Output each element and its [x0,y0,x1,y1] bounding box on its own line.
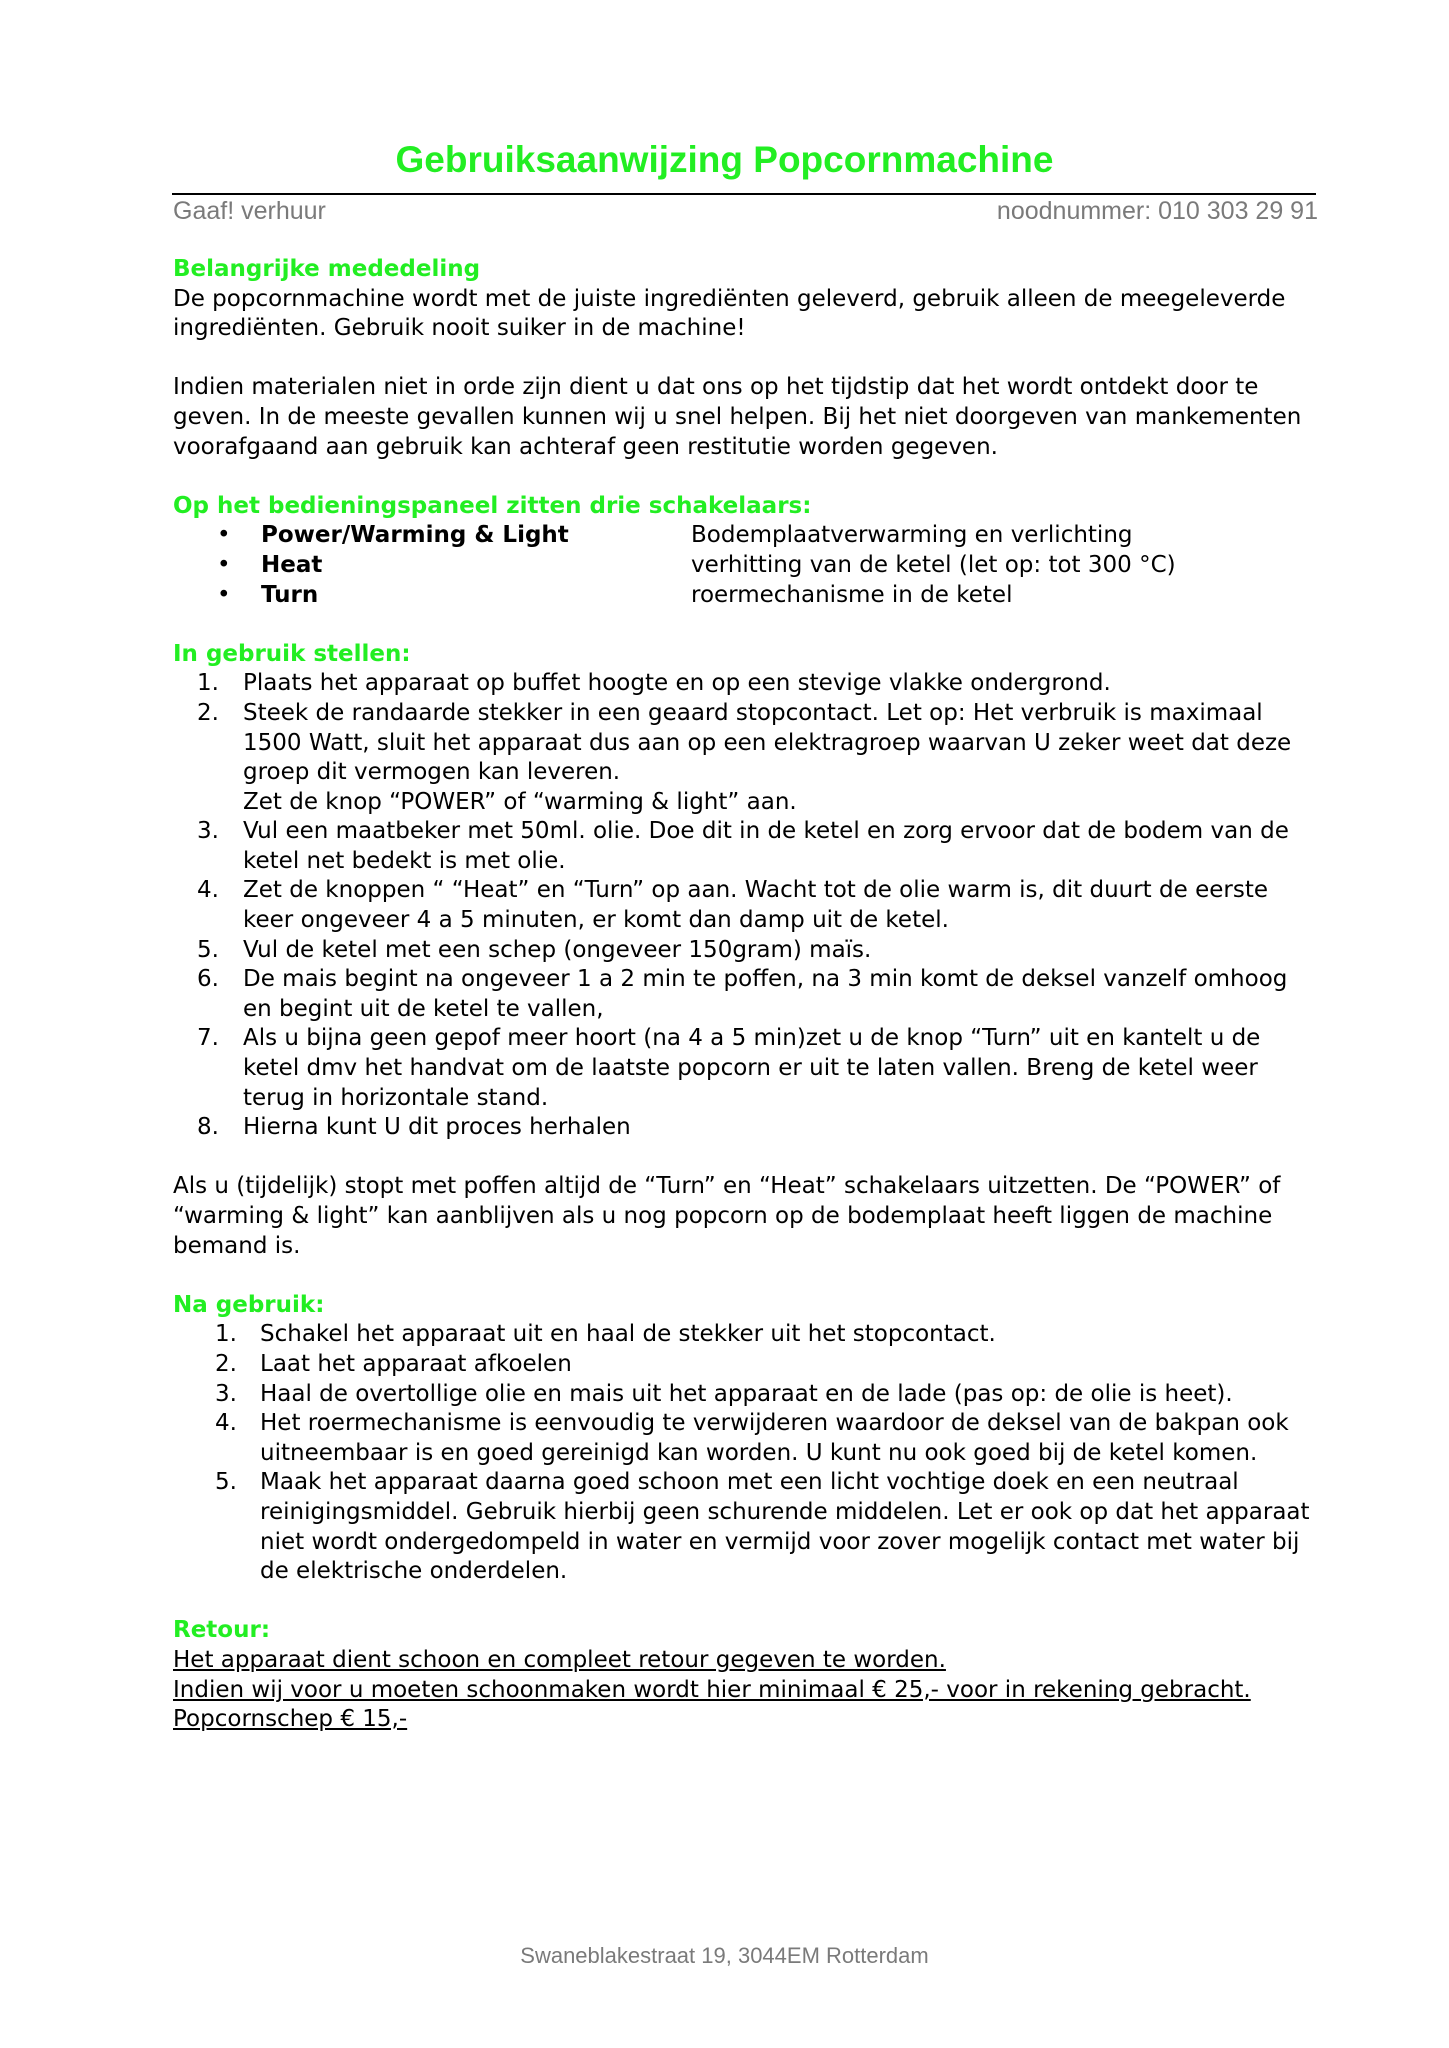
step-number: 8. [197,1114,219,1141]
step-text: Plaats het apparaat op buffet hoogte en op een stevige vlakke ondergrond. [243,670,1111,697]
switch-row [217,521,1176,551]
step-number: 3. [215,1380,237,1407]
step-number: 6. [197,966,219,993]
header-divider [172,193,1316,195]
step-number: 3. [197,818,219,845]
step-number: 4. [197,877,219,904]
list-item [173,1468,1318,1586]
list-item [173,1113,1318,1143]
step-text: Schakel het apparaat uit en haal de stekker uit het stopcontact. [260,1321,996,1348]
step-text: De mais begint na ongeveer 1 a 2 min te poffen, na 3 min komt de deksel vanzelf omhoog en begint uit de ketel te vallen, [243,966,1288,1022]
document-body [173,255,1318,1735]
step-number: 2. [197,699,219,726]
step-number: 5. [215,1469,237,1496]
list-item [173,936,1318,966]
list-item [173,817,1318,876]
document-title: Gebruiksaanwijzing Popcornmachine [395,139,1054,180]
step-text: Laat het apparaat afkoelen [260,1350,572,1377]
step-number: 7. [197,1025,219,1052]
step-text: Zet de knoppen “ “Heat” en “Turn” op aan. Wacht tot de olie warm is, dit duurt de eerste keer ongeveer 4 a 5 minuten, er komt dan damp uit de ketel. [243,877,1268,934]
step-extra-text: Zet de knop “POWER” of “warming & light” aan. [243,788,797,815]
list-item [173,1024,1318,1113]
step-text: Haal de overtollige olie en mais uit het apparaat en de lade (pas op: de olie is heet). [260,1380,1233,1407]
footer-address: Swaneblakestraat 19, 3044EM Rotterdam [520,1943,929,1968]
step-text: Vul een maatbeker met 50ml. olie. Doe dit in de ketel en zorg ervoor dat de bodem van de ketel net bedekt is met olie. [243,818,1289,874]
list-item [173,965,1318,1024]
step-number: 1. [197,670,219,697]
use-steps [173,669,1318,1143]
switch-name: Heat [261,551,323,578]
list-item [173,1409,1318,1468]
notice-paragraph-1: De popcornmachine wordt met de juiste ingrediënten geleverd, gebruik alleen de meegeleverde ingrediënten. Gebruik nooit suiker in de machine! [173,285,1286,342]
company-name: Gaaf! verhuur [173,197,326,225]
return-heading: Retour: [173,1617,271,1644]
switch-description: verhitting van de ketel (let op: tot 300 °C) [691,551,1176,578]
notice-heading: Belangrijke mededeling [173,256,481,282]
bullet-icon: • [217,551,231,578]
use-heading: In gebruik stellen: [173,640,411,667]
after-use-heading: Na gebruik: [173,1291,325,1318]
after-use-steps [173,1320,1318,1586]
bullet-icon: • [217,522,231,549]
step-text: Hierna kunt U dit proces herhalen [243,1114,631,1141]
step-text: Vul de ketel met een schep (ongeveer 150gram) maïs. [243,936,872,963]
list-item [173,876,1318,935]
step-number: 1. [215,1321,237,1348]
switch-list [217,521,1176,610]
step-text: Steek de randaarde stekker in een geaard stopcontact. Let op: Het verbruik is maximaal 1500 Watt, sluit het apparaat dus aan op een elektragroep waarvan U zeker weet dat deze groep dit vermogen kan leveren. [243,699,1292,786]
list-item [173,1380,1318,1410]
return-line-2: Indien wij voor u moeten schoonmaken wordt hier minimaal € 25,- voor in rekening gebracht. Popcornschep € 15,- [173,1676,1251,1733]
notice-paragraph-2: Indien materialen niet in orde zijn dient u dat ons op het tijdstip dat het wordt ontdekt door te geven. In de meeste gevallen kunnen wij u snel helpen. Bij het niet doorgeven van mankementen voorafgaand aan gebruik kan achteraf geen restitutie worden gegeven. [173,374,1302,460]
list-item [173,699,1318,817]
step-text: Als u bijna geen gepof meer hoort (na 4 a 5 min)zet u de knop “Turn” uit en kantelt u de ketel dmv het handvat om de laatste popcorn er uit te laten vallen. Breng de ketel weer terug in horizontale stand. [243,1025,1261,1111]
use-after-paragraph: Als u (tijdelijk) stopt met poffen altijd de “Turn” en “Heat” schakelaars uitzetten. De “POWER” of “warming & light” kan aanblijven als u nog popcorn op de bodemplaat heeft liggen de machine bemand is. [173,1173,1281,1259]
switch-description: roermechanisme in de ketel [691,581,1013,608]
emergency-number: noodnummer: 010 303 29 91 [996,197,1318,225]
step-number: 4. [215,1410,237,1437]
switch-row [217,551,1176,581]
step-number: 2. [215,1350,237,1377]
panel-heading: Op het bedieningspaneel zitten drie schakelaars: [173,492,812,519]
step-text: Maak het apparaat daarna goed schoon met een licht vochtige doek en een neutraal reinigingsmiddel. Gebruik hierbij geen schurende middelen. Let er ook op dat het apparaat niet wordt ondergedompeld in water en vermijd voor zover mogelijk contact met water bij de elektrische onderdelen. [260,1469,1310,1585]
return-line-1: Het apparaat dient schoon en compleet retour gegeven te worden. [173,1646,946,1673]
switch-description: Bodemplaatverwarming en verlichting [691,522,1133,549]
list-item [173,1350,1318,1380]
switch-name: Power/Warming & Light [261,522,569,549]
switch-row [217,581,1176,611]
list-item [173,1320,1318,1350]
step-text: Het roermechanisme is eenvoudig te verwijderen waardoor de deksel van de bakpan ook uitneembaar is en goed gereinigd kan worden. U kunt nu ook goed bij de ketel komen. [260,1410,1289,1466]
bullet-icon: • [217,581,231,608]
switch-name: Turn [261,581,319,608]
list-item [173,669,1318,699]
step-number: 5. [197,936,219,963]
